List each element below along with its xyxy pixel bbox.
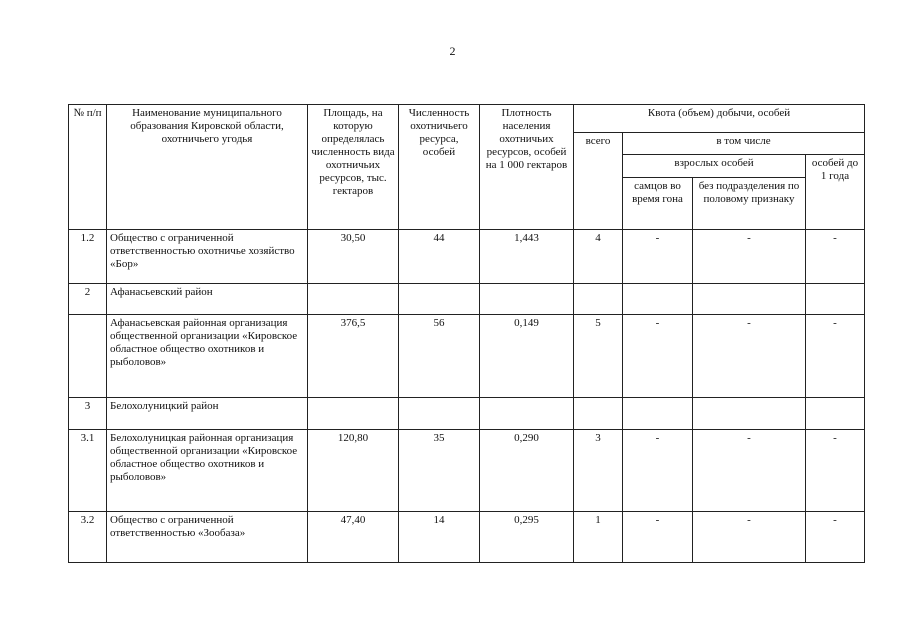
table-row [69,430,865,512]
cell-males: - [623,430,693,512]
cell-nosex [693,284,806,315]
cell-name: Общество с ограниченной ответственностью «Зообаза» [107,512,308,563]
cell-area: 30,50 [308,230,399,284]
table-row [69,398,865,430]
cell-area: 376,5 [308,315,399,398]
cell-num: 3.1 [69,430,107,512]
cell-area [308,398,399,430]
cell-under1: - [806,430,865,512]
cell-area [308,284,399,315]
cell-under1: - [806,230,865,284]
cell-density: 0,149 [480,315,574,398]
cell-num: 1.2 [69,230,107,284]
cell-density: 0,290 [480,430,574,512]
cell-count: 44 [399,230,480,284]
cell-under1 [806,398,865,430]
cell-count [399,398,480,430]
table-row [69,284,865,315]
header-including: в том числе [623,133,865,155]
header-count: Численность охотничьего ресурса, особей [399,105,480,230]
cell-under1: - [806,315,865,398]
table-row [69,315,865,398]
header-num: № п/п [69,105,107,230]
cell-density [480,284,574,315]
cell-name: Белохолуницкий район [107,398,308,430]
table-row [69,512,865,563]
cell-density: 1,443 [480,230,574,284]
header-area: Площадь, на которую определялась численность вида охотничьих ресурсов, тыс. гектаров [308,105,399,230]
header-nosex: без подразделения по половому признаку [693,178,806,230]
header-row-1 [69,105,865,133]
cell-under1: - [806,512,865,563]
cell-total [574,398,623,430]
cell-nosex: - [693,315,806,398]
cell-num: 3.2 [69,512,107,563]
header-name: Наименование муниципального образования Кировской области, охотничьего угодья [107,105,308,230]
cell-name: Общество с ограниченной ответственностью охотничье хозяйство «Бор» [107,230,308,284]
cell-males: - [623,315,693,398]
cell-under1 [806,284,865,315]
cell-nosex: - [693,430,806,512]
cell-num: 2 [69,284,107,315]
hunting-quota-table [68,104,865,563]
header-adults: взрослых особей [623,155,806,178]
cell-num [69,315,107,398]
cell-nosex: - [693,512,806,563]
header-under1: особей до 1 года [806,155,865,230]
cell-density [480,398,574,430]
cell-males: - [623,230,693,284]
cell-count: 56 [399,315,480,398]
table-row [69,230,865,284]
cell-area: 120,80 [308,430,399,512]
header-density: Плотность населения охотничьих ресурсов, особей на 1 000 гектаров [480,105,574,230]
header-total: всего [574,133,623,230]
cell-total: 4 [574,230,623,284]
cell-total: 1 [574,512,623,563]
header-males: самцов во время гона [623,178,693,230]
cell-total: 5 [574,315,623,398]
cell-name: Афанасьевская районная организация общественной организации «Кировское областное общество охотников и рыболовов» [107,315,308,398]
cell-name: Белохолуницкая районная организация общественной организации «Кировское областное общество охотников и рыболовов» [107,430,308,512]
cell-males [623,284,693,315]
cell-count [399,284,480,315]
cell-nosex [693,398,806,430]
cell-name: Афанасьевский район [107,284,308,315]
cell-count: 14 [399,512,480,563]
cell-count: 35 [399,430,480,512]
cell-males [623,398,693,430]
header-quota: Квота (объем) добычи, особей [574,105,865,133]
page-number: 2 [449,44,456,58]
cell-num: 3 [69,398,107,430]
cell-males: - [623,512,693,563]
cell-nosex: - [693,230,806,284]
cell-total [574,284,623,315]
cell-total: 3 [574,430,623,512]
cell-density: 0,295 [480,512,574,563]
cell-area: 47,40 [308,512,399,563]
